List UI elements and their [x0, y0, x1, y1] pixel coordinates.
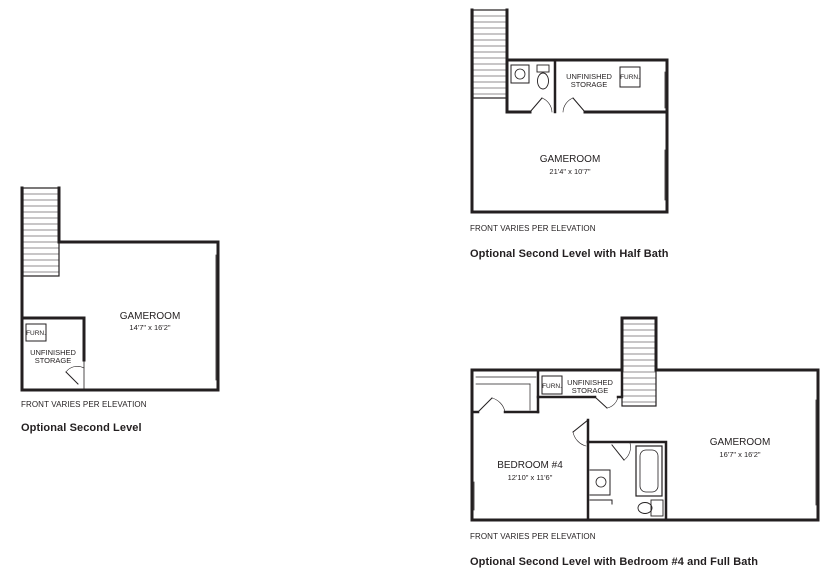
- plan-1-gameroom-label: GAMEROOM: [119, 311, 181, 322]
- plan-3-bedroom-dimensions: 12'10" x 11'6": [507, 473, 553, 482]
- plan-1-storage-label-line1: UNFINISHED: [30, 348, 76, 357]
- plan-2-toilet: [537, 65, 549, 72]
- plan-2-storage-label-line1: UNFINISHED: [566, 72, 612, 81]
- plan-1-stairs: [23, 188, 59, 276]
- plan-3-sink: [596, 477, 606, 487]
- plan-3-furn-label: FURN.: [542, 383, 562, 390]
- plan-2-elevation-note: FRONT VARIES PER ELEVATION: [470, 224, 596, 233]
- plan-3-storage-label-line1: UNFINISHED: [567, 378, 613, 387]
- plan-1-storage-label-line2: STORAGE: [34, 356, 72, 365]
- plan-3-caption: Optional Second Level with Bedroom #4 and Full Bath: [470, 556, 759, 568]
- plan-3-gameroom-dimensions: 16'7" x 16'2": [719, 450, 761, 459]
- plan-2-gameroom-label: GAMEROOM: [539, 154, 601, 165]
- plan-1-furn-label: FURN.: [26, 330, 46, 337]
- plan-1-caption: Optional Second Level: [21, 422, 142, 434]
- plan-2-storage-label-line2: STORAGE: [570, 80, 608, 89]
- plan-3-gameroom-label: GAMEROOM: [709, 437, 771, 448]
- plan-3-bedroom-label: BEDROOM #4: [497, 460, 563, 471]
- plan-2-floor-plan: [472, 10, 667, 212]
- plan-2-stairs: [473, 10, 507, 98]
- plan-3-toilet: [651, 500, 663, 516]
- plan-2-furn-label: FURN.: [620, 74, 640, 81]
- plan-2-caption: Optional Second Level with Half Bath: [470, 248, 669, 260]
- plan-2-gameroom-dimensions: 21'4" x 10'7": [549, 167, 591, 176]
- plan-1-elevation-note: FRONT VARIES PER ELEVATION: [21, 400, 147, 409]
- plan-2-sink: [511, 65, 529, 83]
- plan-3-floor-plan: [472, 318, 818, 520]
- plan-3-storage-label-line2: STORAGE: [571, 386, 609, 395]
- plan-3-stairs: [622, 318, 656, 406]
- plan-1-gameroom-dimensions: 14'7" x 16'2": [129, 323, 171, 332]
- plan-3-elevation-note: FRONT VARIES PER ELEVATION: [470, 532, 596, 541]
